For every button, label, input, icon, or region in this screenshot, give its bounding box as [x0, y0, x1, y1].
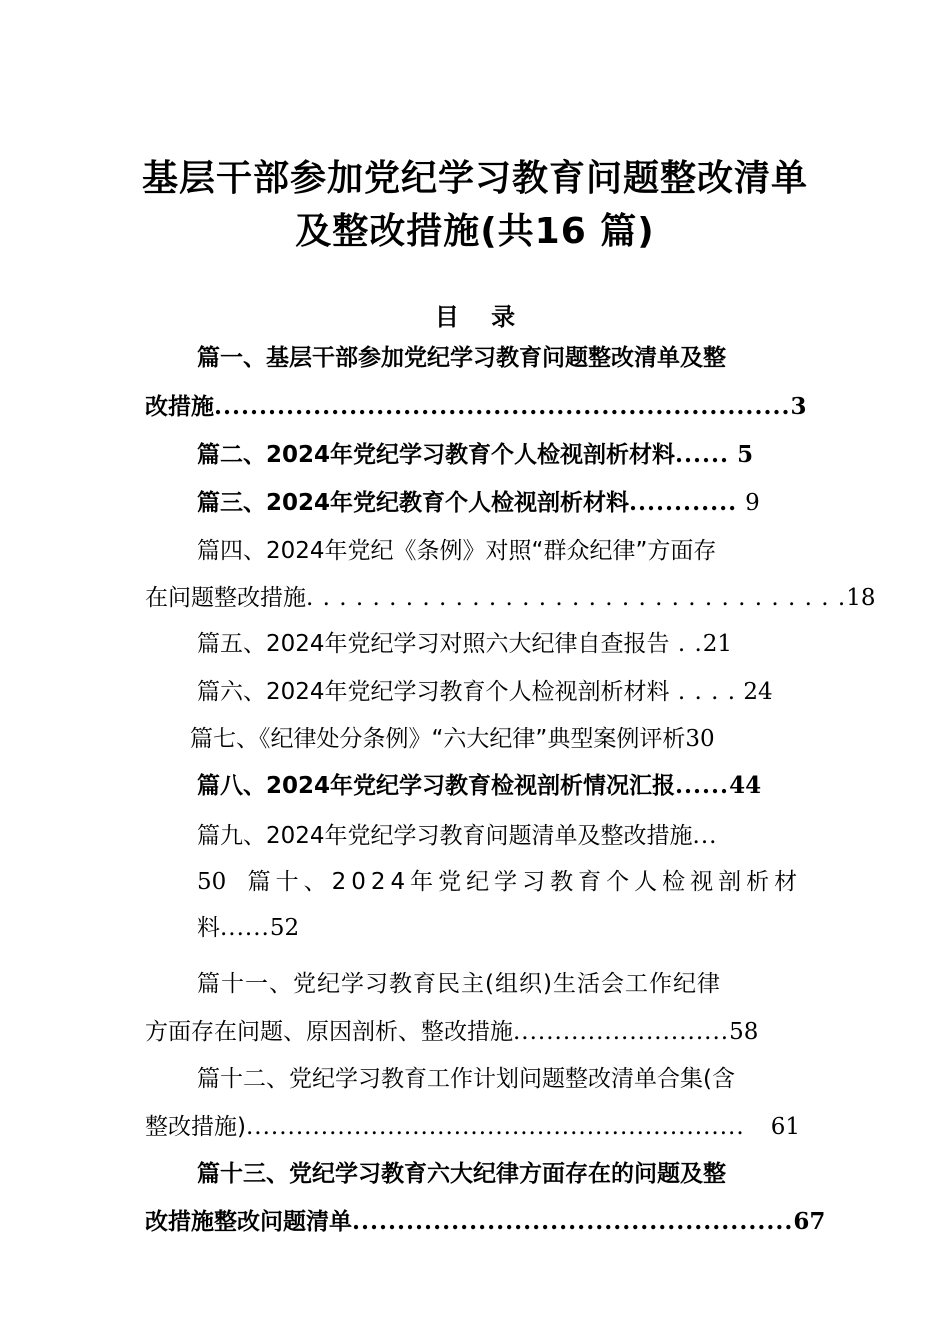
- toc-entry-7-page: 30: [685, 726, 715, 752]
- toc-entry-8[interactable]: [197, 770, 761, 802]
- toc-entry-9-page: 50: [197, 869, 227, 895]
- toc-entry-9-text: 篇九、2024年党纪学习教育问题清单及整改措施: [197, 823, 693, 849]
- toc-entry-10-text-2: 料: [197, 915, 220, 941]
- toc-entry-5-text: 篇五、2024年党纪学习对照六大纪律自查报告: [197, 631, 670, 657]
- toc-entry-10-page: 52: [269, 915, 300, 941]
- toc-entry-1-line2[interactable]: [145, 391, 807, 423]
- toc-entry-12-text: 整改措施): [145, 1114, 246, 1140]
- toc-entry-12-page: 61: [770, 1114, 800, 1140]
- toc-entry-2-text: 篇二、2024年党纪学习教育个人检视剖析材料: [197, 442, 676, 468]
- toc-entry-13-text: 改措施整改问题清单: [145, 1209, 352, 1235]
- toc-entry-12-line2[interactable]: [145, 1111, 800, 1143]
- document-title-line1: 基层干部参加党纪学习教育问题整改清单: [141, 158, 808, 199]
- toc-entry-6-page: 24: [743, 679, 773, 705]
- toc-entry-10-dots: ......: [220, 915, 270, 941]
- toc-entry-6-dots: . . . .: [669, 679, 737, 705]
- toc-entry-6-text: 篇六、2024年党纪学习教育个人检视剖析材料: [197, 679, 670, 705]
- toc-entry-1-page: 3: [790, 393, 807, 420]
- toc-entry-8-page: 44: [729, 772, 762, 799]
- toc-entry-13-dots: .................................................: [352, 1208, 794, 1235]
- toc-entry-11-dots: ..........................: [513, 1019, 730, 1045]
- toc-entry-3-text: 篇三、2024年党纪教育个人检视剖析材料: [197, 490, 630, 516]
- toc-entry-11-text: 方面存在问题、原因剖析、整改措施: [145, 1019, 513, 1045]
- document-title-line2: 及整改措施(共16 篇): [295, 211, 655, 252]
- toc-heading: 目 录: [434, 303, 516, 331]
- toc-entry-12-dots: ............................................................: [245, 1114, 745, 1140]
- toc-entry-6[interactable]: [197, 676, 773, 708]
- toc-entry-11-line1[interactable]: 篇十一、党纪学习教育民主(组织)生活会工作纪律: [197, 971, 721, 997]
- toc-entry-4-line1[interactable]: 篇四、2024年党纪《条例》对照“群众纪律”方面存: [197, 538, 717, 564]
- toc-entry-8-dots: ......: [675, 772, 730, 799]
- toc-entry-7-text: 篇七、《纪律处分条例》“六大纪律”典型案例评析: [190, 726, 686, 752]
- toc-entry-7[interactable]: [190, 723, 715, 755]
- toc-entry-2-dots: ......: [675, 441, 730, 468]
- toc-entry-4-page: 18: [846, 585, 876, 611]
- toc-entry-13-line2[interactable]: [145, 1206, 826, 1238]
- toc-entry-10-line2[interactable]: [197, 912, 299, 944]
- toc-entry-2-page: 5: [737, 441, 754, 468]
- toc-entry-11-line2[interactable]: [145, 1016, 758, 1048]
- toc-entry-2[interactable]: [197, 439, 753, 471]
- toc-entry-3-dots: ............: [629, 489, 738, 516]
- toc-entry-9-10-line[interactable]: [197, 866, 802, 898]
- toc-entry-1-dots: ................................................................: [214, 393, 791, 420]
- toc-entry-4-line2[interactable]: [145, 582, 876, 614]
- toc-entry-5-dots: . .: [669, 631, 703, 657]
- toc-entry-9-dots: ...: [692, 823, 718, 849]
- toc-entry-4-text: 在问题整改措施: [145, 585, 306, 611]
- toc-entry-13-line1[interactable]: 篇十三、党纪学习教育六大纪律方面存在的问题及整: [197, 1161, 726, 1187]
- toc-entry-13-page: 67: [793, 1208, 826, 1235]
- toc-entry-5-page: 21: [702, 631, 733, 657]
- toc-entry-3[interactable]: [197, 487, 760, 519]
- toc-entry-9-line1[interactable]: [197, 820, 717, 852]
- toc-entry-11-page: 58: [729, 1019, 759, 1045]
- toc-entry-12-line1[interactable]: 篇十二、党纪学习教育工作计划问题整改清单合集(含: [197, 1066, 735, 1092]
- toc-entry-3-page: 9: [745, 490, 760, 516]
- toc-entry-5[interactable]: [197, 628, 732, 660]
- toc-entry-1-line1[interactable]: 篇一、基层干部参加党纪学习教育问题整改清单及整: [197, 345, 726, 371]
- toc-entry-4-dots: . . . . . . . . . . . . . . . . . . . . . . . . . . . . . . . . .: [306, 585, 847, 611]
- toc-entry-10-text: 篇十、2024年党纪学习教育个人检视剖析材: [247, 869, 803, 895]
- toc-entry-1-text: 改措施: [145, 394, 214, 420]
- toc-entry-8-text: 篇八、2024年党纪学习教育检视剖析情况汇报: [197, 773, 676, 799]
